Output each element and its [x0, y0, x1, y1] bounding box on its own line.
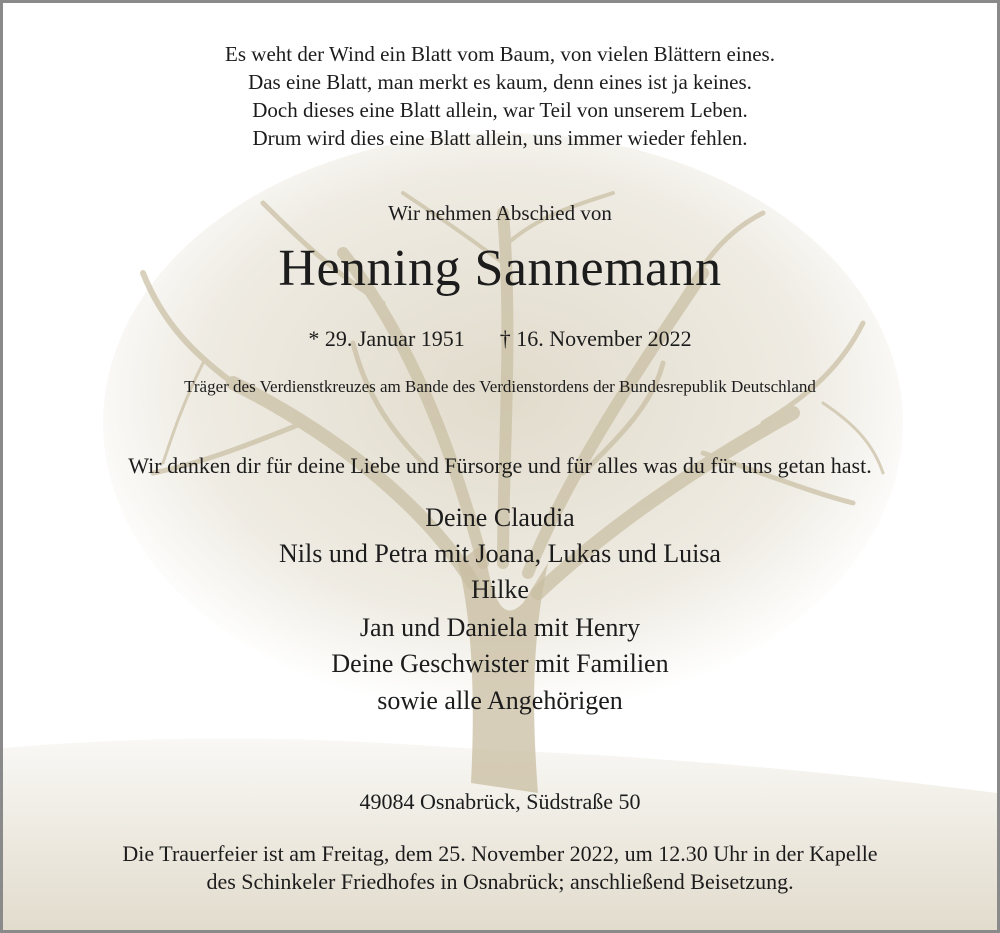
family-line-6: sowie alle Angehörigen — [377, 686, 623, 715]
deceased-name: Henning Sannemann — [278, 240, 722, 297]
death-date: † 16. November 2022 — [499, 326, 692, 351]
family-line-1: Deine Claudia — [425, 503, 575, 532]
poem-line-3: Doch dieses eine Blatt allein, war Teil von unserem Leben. — [252, 98, 748, 122]
thanks-text: Wir danken dir für deine Liebe und Fürsorge und für alles was du für uns getan hast. — [128, 453, 872, 478]
family-line-2: Nils und Petra mit Joana, Lukas und Luisa — [279, 539, 721, 568]
poem-line-1: Es weht der Wind ein Blatt vom Baum, von vielen Blättern eines. — [225, 42, 775, 66]
family-line-4: Jan und Daniela mit Henry — [359, 613, 641, 642]
funeral-line-1: Die Trauerfeier ist am Freitag, dem 25. November 2022, um 12.30 Uhr in der Kapelle — [122, 841, 878, 866]
poem-line-2: Das eine Blatt, man merkt es kaum, denn eines ist ja keines. — [248, 70, 752, 94]
address-text: 49084 Osnabrück, Südstraße 50 — [359, 789, 641, 814]
poem-line-4: Drum wird dies eine Blatt allein, uns immer wieder fehlen. — [252, 126, 748, 150]
family-line-3: Hilke — [471, 575, 529, 604]
farewell-intro: Wir nehmen Abschied von — [388, 201, 612, 225]
funeral-line-2: des Schinkeler Friedhofes in Osnabrück; anschließend Beisetzung. — [206, 869, 794, 894]
honor-text: Träger des Verdienstkreuzes am Bande des Verdienstordens der Bundesrepublik Deutschland — [184, 377, 816, 396]
family-line-5: Deine Geschwister mit Familien — [331, 649, 669, 678]
birth-date: * 29. Januar 1951 — [308, 326, 465, 351]
life-dates — [3, 326, 997, 352]
